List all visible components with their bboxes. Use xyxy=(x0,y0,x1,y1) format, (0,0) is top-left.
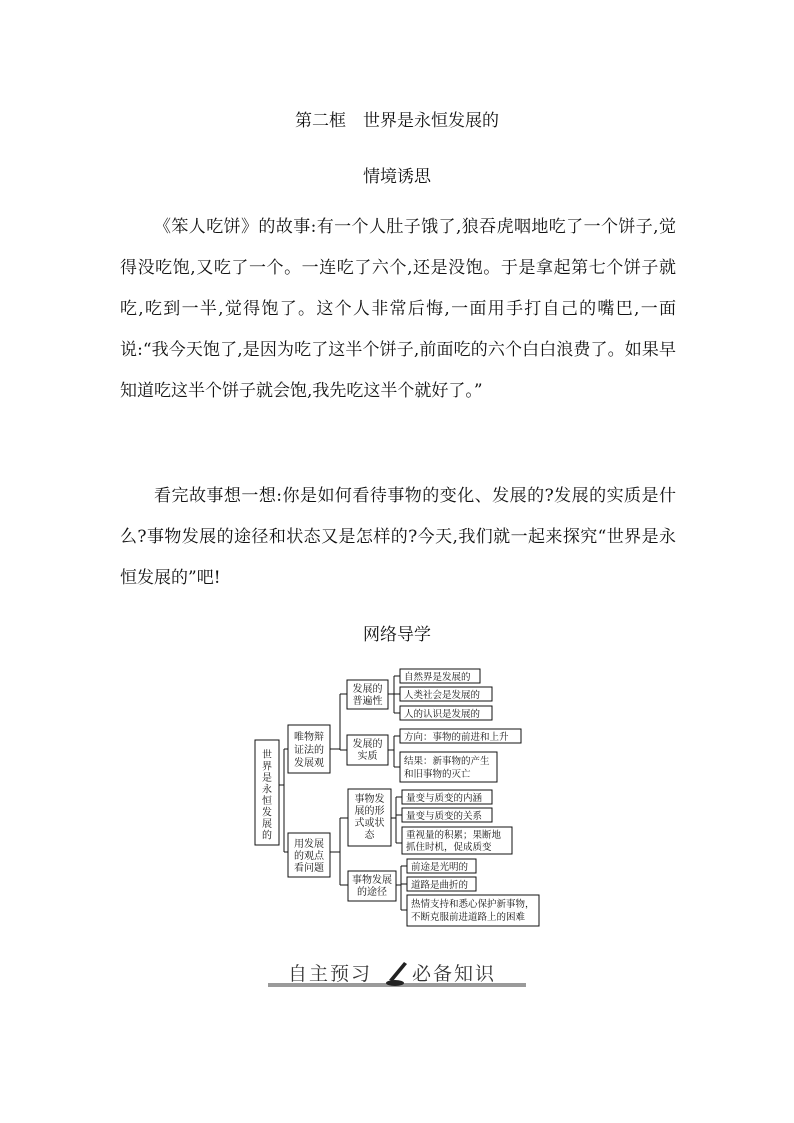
leaf-society xyxy=(400,687,492,701)
svg-text:用发展: 用发展 xyxy=(294,839,324,850)
svg-text:抓住时机，促成质变: 抓住时机，促成质变 xyxy=(406,842,492,853)
pen-icon xyxy=(386,962,407,986)
svg-text:证法的: 证法的 xyxy=(294,745,324,756)
root-char: 的 xyxy=(262,830,272,842)
svg-text:前途是光明的: 前途是光明的 xyxy=(411,862,469,873)
svg-text:热情支持和悉心保护新事物，: 热情支持和悉心保护新事物， xyxy=(411,899,535,910)
svg-text:态: 态 xyxy=(364,830,375,841)
svg-text:式或状: 式或状 xyxy=(354,818,385,829)
svg-text:结果：新事物的产生: 结果：新事物的产生 xyxy=(404,756,490,767)
svg-text:和旧事物的灭亡: 和旧事物的灭亡 xyxy=(404,769,471,780)
reflection-paragraph: 看完故事想一想:你是如何看待事物的变化、发展的?发展的实质是什么?事物发展的途径和状态又是怎样的?今天,我们就一起来探究“世界是永恒发展的”吧! xyxy=(120,486,676,588)
svg-text:量变与质变的关系: 量变与质变的关系 xyxy=(406,811,483,822)
root-char: 是 xyxy=(262,773,272,784)
svg-text:发展的: 发展的 xyxy=(352,684,383,695)
node-universality xyxy=(347,680,388,709)
svg-text:唯物辩: 唯物辩 xyxy=(294,732,324,743)
svg-text:道路是曲折的: 道路是曲折的 xyxy=(411,880,469,891)
leaf-qq-relation xyxy=(402,808,492,822)
root-node xyxy=(255,740,279,845)
node-form-state xyxy=(348,789,391,846)
leaf-qq-content xyxy=(402,790,492,804)
root-char: 展 xyxy=(262,819,272,830)
svg-text:展的形: 展的形 xyxy=(354,806,385,817)
svg-text:发展的: 发展的 xyxy=(352,739,383,750)
node-essence xyxy=(347,735,388,765)
svg-text:量变与质变的内涵: 量变与质变的内涵 xyxy=(406,793,483,804)
preview-banner xyxy=(268,962,526,987)
leaf-support-new xyxy=(407,895,539,926)
svg-text:重视量的积累；果断地: 重视量的积累；果断地 xyxy=(406,830,502,841)
svg-text:人类社会是发展的: 人类社会是发展的 xyxy=(404,690,481,701)
svg-text:自然界是发展的: 自然界是发展的 xyxy=(404,672,471,683)
svg-text:不断克服前进道路上的困难: 不断克服前进道路上的困难 xyxy=(411,912,526,923)
svg-text:发展观: 发展观 xyxy=(294,758,324,769)
svg-text:的观点: 的观点 xyxy=(294,851,324,862)
svg-text:人的认识是发展的: 人的认识是发展的 xyxy=(404,709,481,720)
branch-dialectical-view xyxy=(288,725,330,773)
banner-left-text: 自主预习 xyxy=(288,963,373,985)
page-title: 第二框 世界是永恒发展的 xyxy=(295,111,499,131)
banner-right-text: 必备知识 xyxy=(412,963,497,985)
root-char: 恒 xyxy=(262,796,272,807)
leaf-cognition xyxy=(400,706,492,720)
story-paragraph: 《笨人吃饼》的故事:有一个人肚子饿了,狼吞虎咽地吃了一个饼子,觉得没吃饱,又吃了一个。一连吃了六个,还是没饱。于是拿起第七个饼子就吃,吃到一半,觉得饱了。这个人非常后悔,一面用手打自己的嘴巴,一面说:“我今天饱了,是因为吃了这半个饼子,前面吃的六个白白浪费了。如果早知道吃这半个饼子就会饱,我先吃这半个就好了。” xyxy=(120,217,676,401)
root-char: 界 xyxy=(262,761,272,773)
root-char: 世 xyxy=(262,750,272,761)
svg-text:事物发: 事物发 xyxy=(354,794,385,805)
svg-text:看问题: 看问题 xyxy=(294,863,324,874)
root-char: 永 xyxy=(262,784,272,796)
root-char: 发 xyxy=(262,807,272,819)
svg-text:方向：事物的前进和上升: 方向：事物的前进和上升 xyxy=(404,732,509,743)
svg-text:事物发展: 事物发展 xyxy=(352,875,392,886)
leaf-tortuous-road xyxy=(407,877,476,891)
svg-text:的途径: 的途径 xyxy=(357,887,387,898)
section-heading-network: 网络导学 xyxy=(363,625,431,645)
leaf-direction xyxy=(400,729,521,743)
node-development-path xyxy=(348,871,396,901)
leaf-nature xyxy=(400,669,480,683)
svg-text:普遍性: 普遍性 xyxy=(352,696,383,707)
section-heading-context: 情境诱思 xyxy=(363,167,431,187)
leaf-result xyxy=(400,752,497,782)
branch-development-viewpoint xyxy=(288,833,330,877)
leaf-accumulate xyxy=(402,827,512,854)
svg-text:实质: 实质 xyxy=(357,751,378,762)
leaf-bright-future xyxy=(407,859,476,873)
